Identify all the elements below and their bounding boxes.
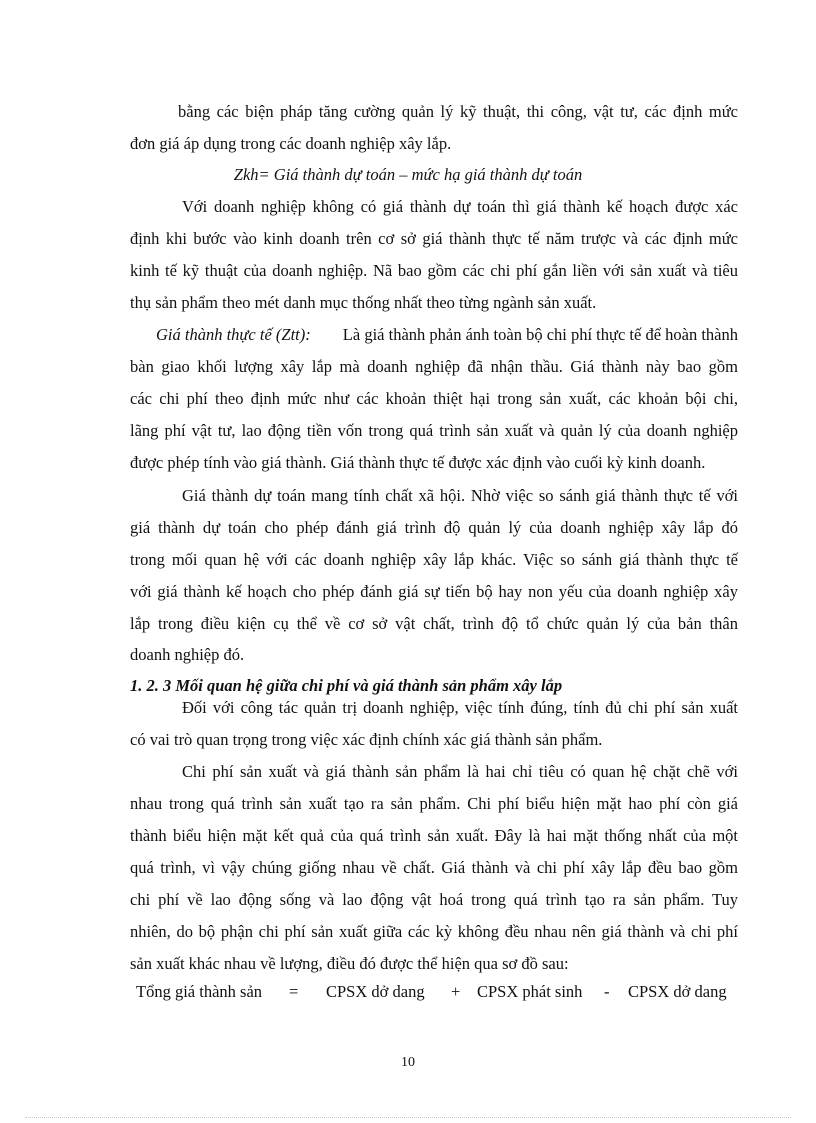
formula-equals: = xyxy=(289,982,299,1001)
footer-divider xyxy=(25,1117,791,1118)
formula-term-incurred: CPSX phát sinh xyxy=(477,982,583,1001)
paragraph-3-line-2: bàn giao khối lượng xây lắp mà doanh nghiệp đã nhận thầu. Giá thành này bao gồm xyxy=(130,357,738,376)
paragraph-4-line-4: với giá thành kế hoạch cho phép đánh giá sự tiến bộ hay non yếu của doanh nghiệp xây xyxy=(130,582,738,601)
paragraph-6-line-6: nhiên, do bộ phận chi phí sản xuất giữa các kỳ không đều nhau nên giá thành và chi phí xyxy=(130,922,738,941)
paragraph-5-line-1: Đối với công tác quản trị doanh nghiệp, việc tính đúng, tính đủ chi phí sản xuất xyxy=(182,698,738,717)
paragraph-3-line-1-rest: Là giá thành phản ánh toàn bộ chi phí thực tế để hoàn thành xyxy=(342,325,738,344)
formula-minus: - xyxy=(604,982,610,1001)
paragraph-4-line-3: trong mối quan hệ với các doanh nghiệp xây lắp khác. Việc so sánh giá thành thực tế xyxy=(130,550,738,569)
paragraph-4-line-1: Giá thành dự toán mang tính chất xã hội. Nhờ việc so sánh giá thành thực tế với xyxy=(182,486,738,505)
paragraph-4-line-2: giá thành dự toán cho phép đánh giá trình độ quản lý của doanh nghiệp xây lắp đó xyxy=(130,518,738,537)
section-heading: 1. 2. 3 Mối quan hệ giữa chi phí và giá thành sản phẩm xây lắp xyxy=(130,676,563,695)
paragraph-6-line-2: nhau trong quá trình sản xuất tạo ra sản phẩm. Chi phí biểu hiện mặt hao phí còn giá xyxy=(130,794,738,813)
paragraph-6-line-7: sản xuất khác nhau về lượng, điều đó được thể hiện qua sơ đồ sau: xyxy=(130,954,569,973)
paragraph-6-line-5: chi phí về lao động sống và lao động vật hoá trong quá trình tạo ra sản phẩm. Tuy xyxy=(130,890,738,909)
formula-term-wip-closing: CPSX dở dang xyxy=(628,982,727,1001)
paragraph-3-line-5: được phép tính vào giá thành. Giá thành thực tế được xác định vào cuối kỳ kinh doanh. xyxy=(130,453,706,472)
paragraph-5-line-2: có vai trò quan trọng trong việc xác định chính xác giá thành sản phẩm. xyxy=(130,730,603,749)
paragraph-1-line-2: đơn giá áp dụng trong các doanh nghiệp xây lắp. xyxy=(130,134,452,153)
paragraph-6-line-4: quá trình, vì vậy chúng giống nhau về chất. Giá thành và chi phí xây lắp đều bao gồm xyxy=(130,858,738,877)
cost-formula xyxy=(136,982,736,1004)
formula-term-total-cost: Tổng giá thành sản xyxy=(136,982,263,1001)
paragraph-6-line-1: Chi phí sản xuất và giá thành sản phẩm là hai chỉ tiêu có quan hệ chặt chẽ với xyxy=(182,762,738,781)
paragraph-3-line-1 xyxy=(156,325,738,345)
paragraph-4-line-6: doanh nghiệp đó. xyxy=(130,645,245,664)
paragraph-4-line-5: lắp trong điều kiện cụ thể về cơ sở vật chất, trình độ tổ chức quản lý của bản thân xyxy=(130,614,738,633)
formula-term-wip-opening: CPSX dở dang xyxy=(326,982,425,1001)
paragraph-2-line-3: kinh tế kỹ thuật của doanh nghiệp. Nã bao gồm các chi phí gắn liền với sản xuất và tiêu xyxy=(130,261,738,280)
formula-plus: + xyxy=(451,982,461,1001)
page-number: 10 xyxy=(401,1055,415,1070)
paragraph-6-line-3: thành biểu hiện mặt kết quả của quá trình sản xuất. Đây là hai mặt thống nhất của một xyxy=(130,826,738,845)
paragraph-2-line-2: định khi bước vào kinh doanh trên cơ sở giá thành thực tế năm trược và các định mức xyxy=(130,229,738,248)
paragraph-3-line-4: lãng phí vật tư, lao động tiền vốn trong quá trình sản xuất và quản lý của doanh nghiệp xyxy=(130,421,738,440)
paragraph-2-line-4: thụ sản phẩm theo mét danh mục thống nhất theo từng ngành sản xuất. xyxy=(130,293,597,312)
paragraph-1-line-1: bằng các biện pháp tăng cường quản lý kỹ thuật, thi công, vật tư, các định mức xyxy=(178,102,738,121)
paragraph-3-line-3: các chi phí theo định mức như các khoản thiệt hại trong sản xuất, các khoản bội chi, xyxy=(130,389,738,408)
term-gia-thanh-thuc-te: Giá thành thực tế (Ztt): xyxy=(156,325,311,344)
paragraph-2-line-1: Với doanh nghiệp không có giá thành dự toán thì giá thành kế hoạch được xác xyxy=(182,197,738,216)
formula-zkh: Zkh= Giá thành dự toán – mức hạ giá thành dự toán xyxy=(233,165,583,184)
